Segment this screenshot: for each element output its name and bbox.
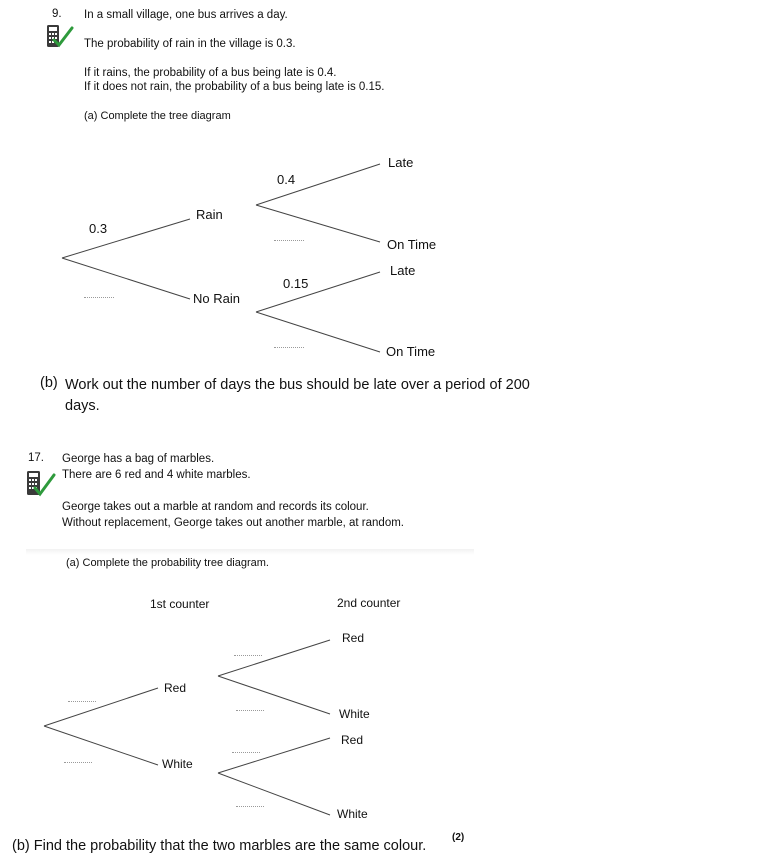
answer-blank[interactable] [274, 347, 304, 348]
part-a-instruction: (a) Complete the probability tree diagram. [66, 557, 269, 569]
outcome-label: Red [164, 681, 187, 695]
question-text: Without replacement, George takes out another marble, at random. [62, 517, 404, 529]
divider [26, 549, 474, 555]
outcome-label: Late [388, 155, 414, 170]
question-text: If it does not rain, the probability of a bus being late is 0.15. [84, 81, 385, 93]
outcome-label: On Time [386, 344, 436, 359]
part-a-instruction: (a) Complete the tree diagram [84, 110, 231, 122]
answer-blank[interactable] [232, 752, 260, 753]
probability-label: 0.15 [283, 276, 309, 291]
outcome-label: Red [341, 733, 364, 747]
probability-label: 0.4 [277, 172, 296, 187]
question-text: In a small village, one bus arrives a day. [84, 9, 288, 21]
branch-white-white [218, 773, 330, 815]
branch-rain [62, 219, 190, 258]
answer-blank[interactable] [84, 297, 114, 298]
outcome-label: Late [390, 263, 416, 278]
question-number: 9. [52, 8, 62, 20]
branch-rain-on-time [256, 205, 380, 242]
part-b-question: (b) Find the probability that the two marbles are the same colour. [12, 838, 427, 854]
outcome-label: No Rain [193, 291, 240, 306]
branch-white-red [218, 738, 330, 773]
part-b-label: (b) [40, 375, 58, 391]
branch-no-rain-late [256, 272, 380, 312]
outcome-label: White [162, 757, 193, 771]
branch-rain-late [256, 164, 380, 205]
question-text: George takes out a marble at random and records its colour. [62, 501, 369, 513]
question-text: The probability of rain in the village is 0.3. [84, 38, 296, 50]
branch-red-red [218, 640, 330, 676]
question-number: 17. [28, 452, 44, 464]
question-text: If it rains, the probability of a bus being late is 0.4. [84, 67, 337, 79]
answer-blank[interactable] [236, 806, 264, 807]
column-header: 2nd counter [337, 596, 401, 610]
branch-no-rain-on-time [256, 312, 380, 352]
outcome-label: Rain [196, 207, 223, 222]
column-header: 1st counter [150, 597, 210, 611]
outcome-label: White [337, 807, 368, 821]
part-b-question: Work out the number of days the bus should be late over a period of 200 days. [65, 377, 530, 414]
answer-blank[interactable] [234, 655, 262, 656]
outcome-label: On Time [387, 237, 437, 252]
branch-no-rain [62, 258, 190, 299]
question-text: There are 6 red and 4 white marbles. [62, 469, 251, 481]
branch-red [44, 688, 158, 726]
outcome-label: White [339, 707, 370, 721]
answer-blank[interactable] [64, 762, 92, 763]
answer-blank[interactable] [274, 240, 304, 241]
marks-label: (2) [452, 832, 465, 843]
branch-white [44, 726, 158, 765]
answer-blank[interactable] [236, 710, 264, 711]
question-text: George has a bag of marbles. [62, 453, 215, 465]
probability-label: 0.3 [89, 221, 108, 236]
answer-blank[interactable] [68, 701, 96, 702]
branch-red-white [218, 676, 330, 714]
outcome-label: Red [342, 631, 365, 645]
calculator-icon [24, 468, 56, 500]
